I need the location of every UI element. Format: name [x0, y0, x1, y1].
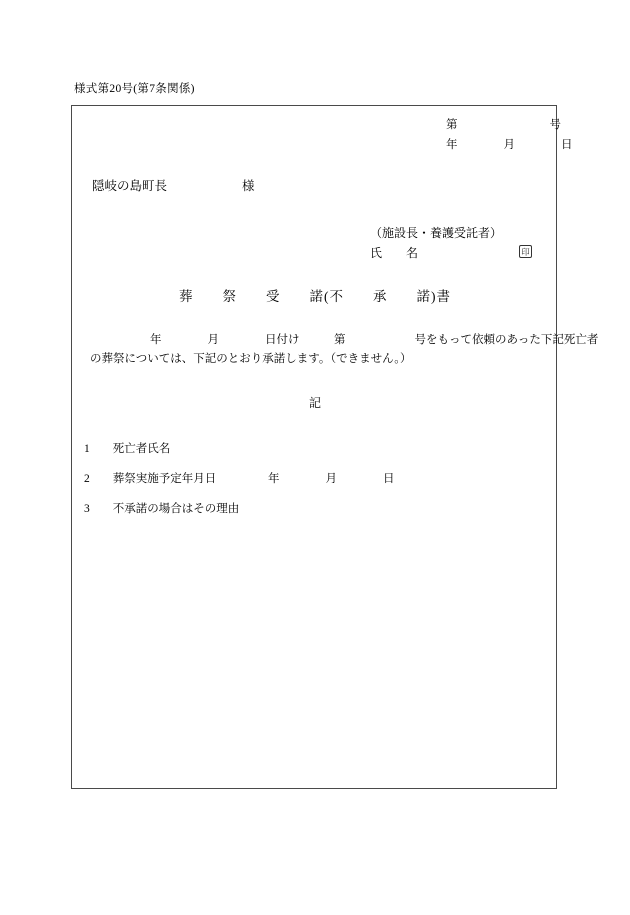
seal-icon: 印 — [519, 245, 532, 258]
document-title: 葬 祭 受 諾(不 承 諾)書 — [179, 289, 451, 304]
document-content — [72, 106, 599, 790]
item-2-funeral-date — [84, 472, 216, 487]
item-2-number: 2 — [84, 473, 90, 485]
document-date-line: 年 月 日 — [446, 139, 573, 151]
item-3-refusal-reason — [84, 502, 239, 517]
sender-role-line: （施設長・養護受託者） — [370, 226, 503, 240]
document-frame — [71, 105, 599, 789]
item-1-number: 1 — [84, 443, 90, 455]
item-2-label: 葬祭実施予定年月日 — [112, 473, 217, 485]
body-line-2: の葬祭については、下記のとおり承諾します。（できません。） — [90, 353, 412, 365]
ki-marker: 記 — [308, 396, 321, 410]
body-line-1: 年 月 日付け 第 号をもって依頼のあった下記死亡者 — [150, 334, 599, 346]
item-1-deceased-name — [84, 442, 170, 457]
addressee-line: 隠岐の島町長 様 — [92, 179, 255, 193]
item-3-label: 不承諾の場合はその理由 — [112, 503, 240, 515]
item-1-label: 死亡者氏名 — [112, 443, 171, 455]
form-number-label: 様式第20号(第7条関係) — [74, 83, 195, 95]
document-number-line: 第 号 — [446, 119, 561, 131]
sender-name-label: 氏 名 — [370, 246, 419, 260]
item-3-number: 3 — [84, 503, 90, 515]
item-2-date-value: 年 月 日 — [268, 473, 395, 485]
